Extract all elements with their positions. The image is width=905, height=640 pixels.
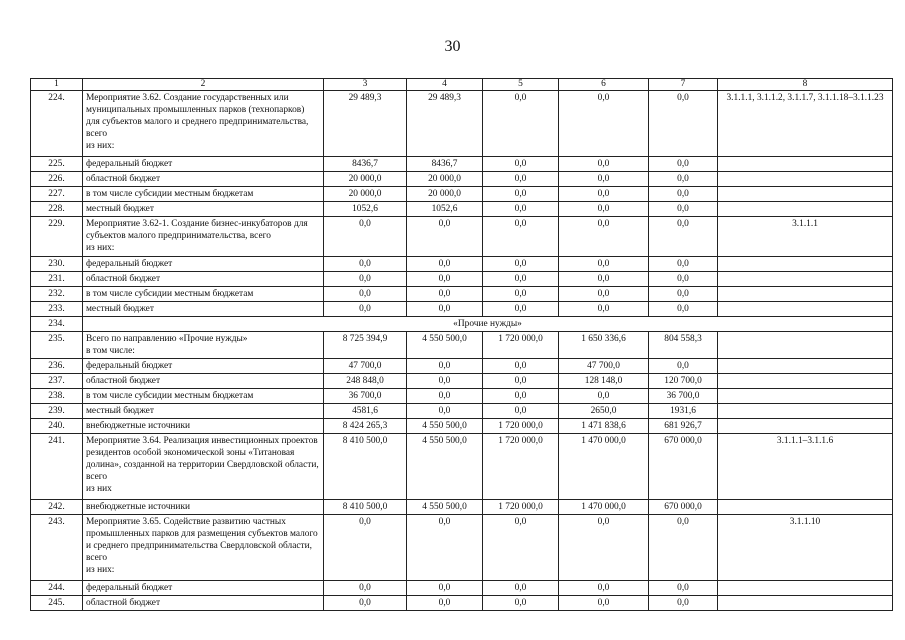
value-cell-year: 1052,6 <box>407 202 483 217</box>
value-cell-year: 0,0 <box>649 302 718 317</box>
value-cell-year: 670 000,0 <box>649 434 718 500</box>
value-cell-year: 1 720 000,0 <box>483 434 559 500</box>
value-cell-year: 0,0 <box>483 389 559 404</box>
item-name-cell: внебюджетные источники <box>83 500 324 515</box>
table-row <box>31 419 893 434</box>
value-cell-year: 120 700,0 <box>649 374 718 389</box>
item-name-cell: местный бюджет <box>83 202 324 217</box>
value-cell-year: 0,0 <box>407 581 483 596</box>
target-indicator-cell <box>718 187 893 202</box>
target-indicator-cell <box>718 202 893 217</box>
value-cell-year: 0,0 <box>559 187 649 202</box>
value-cell-year: 0,0 <box>559 257 649 272</box>
item-name-cell: областной бюджет <box>83 596 324 611</box>
value-cell-year: 0,0 <box>407 596 483 611</box>
value-cell-year: 0,0 <box>407 272 483 287</box>
value-cell-total: 0,0 <box>324 272 407 287</box>
row-number-cell: 245. <box>31 596 83 611</box>
target-indicator-cell <box>718 500 893 515</box>
row-number-cell: 228. <box>31 202 83 217</box>
row-number-cell: 242. <box>31 500 83 515</box>
target-indicator-cell <box>718 157 893 172</box>
value-cell-year: 0,0 <box>483 272 559 287</box>
table-row <box>31 202 893 217</box>
value-cell-total: 0,0 <box>324 596 407 611</box>
value-cell-total: 20 000,0 <box>324 172 407 187</box>
table-row <box>31 91 893 157</box>
column-number: 6 <box>559 79 649 91</box>
column-number: 7 <box>649 79 718 91</box>
value-cell-year: 0,0 <box>649 157 718 172</box>
row-number-cell: 224. <box>31 91 83 157</box>
value-cell-year: 20 000,0 <box>407 172 483 187</box>
value-cell-total: 1052,6 <box>324 202 407 217</box>
value-cell-year: 0,0 <box>559 302 649 317</box>
value-cell-year: 0,0 <box>559 91 649 157</box>
target-indicator-cell: 3.1.1.1–3.1.1.6 <box>718 434 893 500</box>
row-number-cell: 226. <box>31 172 83 187</box>
value-cell-year: 0,0 <box>649 187 718 202</box>
row-number-cell: 233. <box>31 302 83 317</box>
target-indicator-cell <box>718 272 893 287</box>
value-cell-year: 0,0 <box>649 217 718 257</box>
target-indicator-cell <box>718 596 893 611</box>
item-name-cell: местный бюджет <box>83 302 324 317</box>
target-indicator-cell <box>718 302 893 317</box>
item-name-cell: в том числе субсидии местным бюджетам <box>83 187 324 202</box>
value-cell-total: 47 700,0 <box>324 359 407 374</box>
column-number: 5 <box>483 79 559 91</box>
item-name-cell: федеральный бюджет <box>83 257 324 272</box>
value-cell-year: 8436,7 <box>407 157 483 172</box>
item-name-cell: Мероприятие 3.62. Создание государственных или муниципальных промышленных парков (технопарков) для субъектов малого и среднего предпринимательства, всего из них: <box>83 91 324 157</box>
table-row <box>31 581 893 596</box>
table-row <box>31 272 893 287</box>
table-row <box>31 332 893 359</box>
value-cell-year: 1 470 000,0 <box>559 434 649 500</box>
table-row <box>31 596 893 611</box>
value-cell-year: 0,0 <box>559 272 649 287</box>
table-row <box>31 287 893 302</box>
table-row <box>31 172 893 187</box>
value-cell-year: 2650,0 <box>559 404 649 419</box>
program-table <box>30 78 893 611</box>
value-cell-year: 0,0 <box>483 202 559 217</box>
target-indicator-cell: 3.1.1.1 <box>718 217 893 257</box>
value-cell-year: 0,0 <box>649 202 718 217</box>
row-number-cell: 227. <box>31 187 83 202</box>
value-cell-total: 8 410 500,0 <box>324 434 407 500</box>
target-indicator-cell <box>718 172 893 187</box>
row-number-cell: 237. <box>31 374 83 389</box>
value-cell-year: 1 720 000,0 <box>483 419 559 434</box>
value-cell-year: 0,0 <box>407 257 483 272</box>
target-indicator-cell <box>718 332 893 359</box>
value-cell-year: 0,0 <box>649 515 718 581</box>
value-cell-year: 0,0 <box>483 187 559 202</box>
value-cell-year: 0,0 <box>649 596 718 611</box>
target-indicator-cell: 3.1.1.1, 3.1.1.2, 3.1.1.7, 3.1.1.18–3.1.1.23 <box>718 91 893 157</box>
item-name-cell: областной бюджет <box>83 272 324 287</box>
value-cell-year: 0,0 <box>649 359 718 374</box>
value-cell-year: 0,0 <box>559 287 649 302</box>
value-cell-year: 0,0 <box>407 302 483 317</box>
value-cell-year: 0,0 <box>649 272 718 287</box>
target-indicator-cell <box>718 359 893 374</box>
column-number-row <box>31 79 893 91</box>
row-number-cell: 244. <box>31 581 83 596</box>
table-row <box>31 257 893 272</box>
value-cell-year: 4 550 500,0 <box>407 500 483 515</box>
table-row <box>31 302 893 317</box>
table-row <box>31 317 893 332</box>
value-cell-total: 0,0 <box>324 217 407 257</box>
value-cell-total: 8436,7 <box>324 157 407 172</box>
value-cell-year: 0,0 <box>483 287 559 302</box>
value-cell-total: 0,0 <box>324 581 407 596</box>
value-cell-year: 0,0 <box>407 217 483 257</box>
value-cell-year: 1 470 000,0 <box>559 500 649 515</box>
value-cell-year: 0,0 <box>483 172 559 187</box>
row-number-cell: 241. <box>31 434 83 500</box>
value-cell-year: 4 550 500,0 <box>407 419 483 434</box>
value-cell-year: 0,0 <box>483 359 559 374</box>
value-cell-year: 1931,6 <box>649 404 718 419</box>
table-row <box>31 500 893 515</box>
table-row <box>31 374 893 389</box>
value-cell-year: 0,0 <box>559 389 649 404</box>
value-cell-year: 1 650 336,6 <box>559 332 649 359</box>
value-cell-year: 0,0 <box>407 287 483 302</box>
value-cell-year: 0,0 <box>559 202 649 217</box>
row-number-cell: 235. <box>31 332 83 359</box>
column-number: 8 <box>718 79 893 91</box>
item-name-cell: местный бюджет <box>83 404 324 419</box>
value-cell-year: 29 489,3 <box>407 91 483 157</box>
target-indicator-cell <box>718 389 893 404</box>
table-row <box>31 434 893 500</box>
value-cell-total: 8 410 500,0 <box>324 500 407 515</box>
value-cell-year: 0,0 <box>559 581 649 596</box>
value-cell-year: 0,0 <box>559 217 649 257</box>
value-cell-total: 248 848,0 <box>324 374 407 389</box>
value-cell-year: 0,0 <box>483 91 559 157</box>
target-indicator-cell <box>718 287 893 302</box>
page-number: 30 <box>444 38 461 55</box>
value-cell-year: 0,0 <box>407 359 483 374</box>
value-cell-year: 0,0 <box>559 515 649 581</box>
value-cell-year: 0,0 <box>483 374 559 389</box>
table-row <box>31 187 893 202</box>
target-indicator-cell <box>718 404 893 419</box>
row-number-cell: 229. <box>31 217 83 257</box>
table-row <box>31 404 893 419</box>
target-indicator-cell <box>718 374 893 389</box>
value-cell-year: 0,0 <box>483 404 559 419</box>
value-cell-year: 4 550 500,0 <box>407 434 483 500</box>
value-cell-year: 0,0 <box>483 157 559 172</box>
value-cell-year: 1 471 838,6 <box>559 419 649 434</box>
row-number-cell: 231. <box>31 272 83 287</box>
value-cell-year: 681 926,7 <box>649 419 718 434</box>
item-name-cell: федеральный бюджет <box>83 581 324 596</box>
value-cell-year: 0,0 <box>407 515 483 581</box>
value-cell-year: 47 700,0 <box>559 359 649 374</box>
row-number-cell: 239. <box>31 404 83 419</box>
table-row <box>31 157 893 172</box>
value-cell-year: 0,0 <box>649 257 718 272</box>
value-cell-year: 804 558,3 <box>649 332 718 359</box>
value-cell-year: 0,0 <box>407 389 483 404</box>
item-name-cell: Мероприятие 3.65. Содействие развитию частных промышленных парков для размещения субъектов малого и среднего предпринимательства Свердловской области, всего из них: <box>83 515 324 581</box>
value-cell-year: 1 720 000,0 <box>483 332 559 359</box>
table-row <box>31 389 893 404</box>
table-row <box>31 217 893 257</box>
item-name-cell: Всего по направлению «Прочие нужды» в том числе: <box>83 332 324 359</box>
value-cell-total: 29 489,3 <box>324 91 407 157</box>
value-cell-year: 0,0 <box>483 257 559 272</box>
item-name-cell: Мероприятие 3.62-1. Создание бизнес-инкубаторов для субъектов малого предпринимательства, всего из них: <box>83 217 324 257</box>
value-cell-year: 0,0 <box>559 172 649 187</box>
column-number: 1 <box>31 79 83 91</box>
column-number: 2 <box>83 79 324 91</box>
column-number: 3 <box>324 79 407 91</box>
value-cell-total: 0,0 <box>324 287 407 302</box>
row-number-cell: 243. <box>31 515 83 581</box>
row-number-cell: 232. <box>31 287 83 302</box>
row-number-cell: 230. <box>31 257 83 272</box>
value-cell-year: 0,0 <box>483 581 559 596</box>
item-name-cell: областной бюджет <box>83 172 324 187</box>
table-row <box>31 515 893 581</box>
item-name-cell: федеральный бюджет <box>83 359 324 374</box>
value-cell-year: 0,0 <box>483 217 559 257</box>
value-cell-year: 0,0 <box>407 404 483 419</box>
value-cell-year: 0,0 <box>559 157 649 172</box>
value-cell-total: 20 000,0 <box>324 187 407 202</box>
value-cell-year: 20 000,0 <box>407 187 483 202</box>
value-cell-year: 0,0 <box>483 515 559 581</box>
table-body <box>31 79 893 611</box>
value-cell-year: 670 000,0 <box>649 500 718 515</box>
value-cell-year: 0,0 <box>559 596 649 611</box>
row-number-cell: 225. <box>31 157 83 172</box>
item-name-cell: внебюджетные источники <box>83 419 324 434</box>
target-indicator-cell: 3.1.1.10 <box>718 515 893 581</box>
item-name-cell: в том числе субсидии местным бюджетам <box>83 389 324 404</box>
value-cell-year: 4 550 500,0 <box>407 332 483 359</box>
value-cell-year: 0,0 <box>649 287 718 302</box>
value-cell-year: 0,0 <box>407 374 483 389</box>
value-cell-year: 36 700,0 <box>649 389 718 404</box>
value-cell-total: 4581,6 <box>324 404 407 419</box>
value-cell-year: 0,0 <box>649 172 718 187</box>
value-cell-total: 36 700,0 <box>324 389 407 404</box>
value-cell-total: 0,0 <box>324 257 407 272</box>
value-cell-year: 1 720 000,0 <box>483 500 559 515</box>
row-number-cell: 234. <box>31 317 83 332</box>
value-cell-total: 8 424 265,3 <box>324 419 407 434</box>
target-indicator-cell <box>718 581 893 596</box>
value-cell-year: 0,0 <box>483 302 559 317</box>
item-name-cell: областной бюджет <box>83 374 324 389</box>
value-cell-total: 8 725 394,9 <box>324 332 407 359</box>
value-cell-year: 0,0 <box>483 596 559 611</box>
table-row <box>31 359 893 374</box>
value-cell-year: 0,0 <box>649 581 718 596</box>
row-number-cell: 238. <box>31 389 83 404</box>
value-cell-total: 0,0 <box>324 515 407 581</box>
value-cell-year: 128 148,0 <box>559 374 649 389</box>
row-number-cell: 240. <box>31 419 83 434</box>
value-cell-year: 0,0 <box>649 91 718 157</box>
item-name-cell: в том числе субсидии местным бюджетам <box>83 287 324 302</box>
value-cell-total: 0,0 <box>324 302 407 317</box>
row-number-cell: 236. <box>31 359 83 374</box>
item-name-cell: федеральный бюджет <box>83 157 324 172</box>
target-indicator-cell <box>718 257 893 272</box>
item-name-cell: Мероприятие 3.64. Реализация инвестиционных проектов резидентов особой экономической зоны «Титановая долина», созданной на территории Свердловской области, всего из них <box>83 434 324 500</box>
column-number: 4 <box>407 79 483 91</box>
target-indicator-cell <box>718 419 893 434</box>
section-heading-cell: «Прочие нужды» <box>83 317 893 332</box>
